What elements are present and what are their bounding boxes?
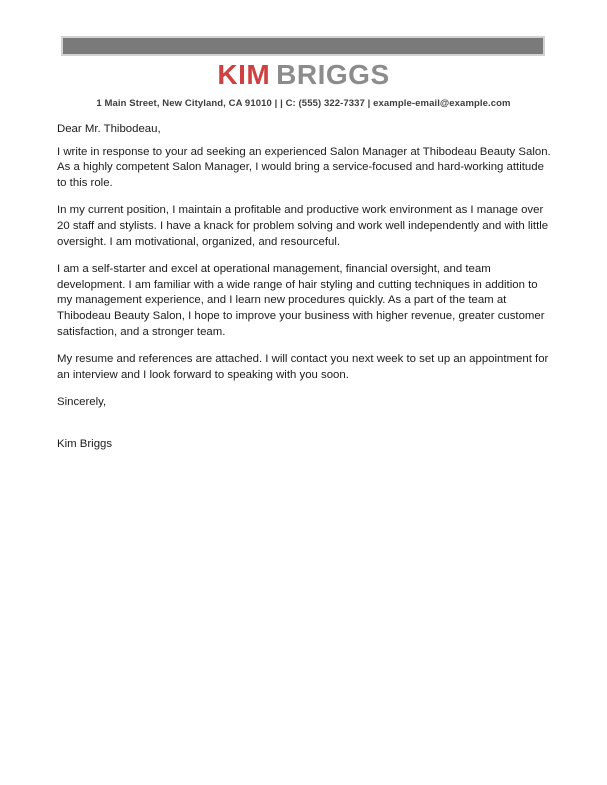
first-name: KIM <box>217 59 271 90</box>
letter-paragraph-3: I am a self-starter and excel at operational management, financial oversight, and team development. I am familiar with a wide range of hair styling and cutting techniques in addition to my management experience, and I learn new procedures quickly. As a part of the team at Thibodeau Beauty Salon, I hope to improve your business with higher revenue, greater customer satisfaction, and a stronger team. <box>57 263 545 338</box>
signature: Kim Briggs <box>57 437 113 450</box>
page-title <box>0 60 607 90</box>
header-accent-bar <box>61 36 545 56</box>
last-name: BRIGGS <box>276 59 390 90</box>
closing: Sincerely, <box>57 396 107 409</box>
letter-paragraph-1: I write in response to your ad seeking an experienced Salon Manager at Thibodeau Beauty Salon. As a highly competent Salon Manager, I would bring a service-focused and hard-working attitude to this role. <box>57 145 551 189</box>
letter-paragraph-4: My resume and references are attached. I will contact you next week to set up an appointment for an interview and I look forward to speaking with you soon. <box>57 353 549 381</box>
salutation: Dear Mr. Thibodeau, <box>57 123 161 135</box>
letter-paragraph-2: In my current position, I maintain a profitable and productive work environment as I manage over 20 staff and stylists. I have a knack for problem solving and work well independently and with little oversight. I am motivational, organized, and resourceful. <box>57 204 549 248</box>
contact-info: 1 Main Street, New Cityland, CA 91010 | | C: (555) 322-7337 | example-email@example.com <box>96 98 511 109</box>
letter-body <box>57 122 553 465</box>
